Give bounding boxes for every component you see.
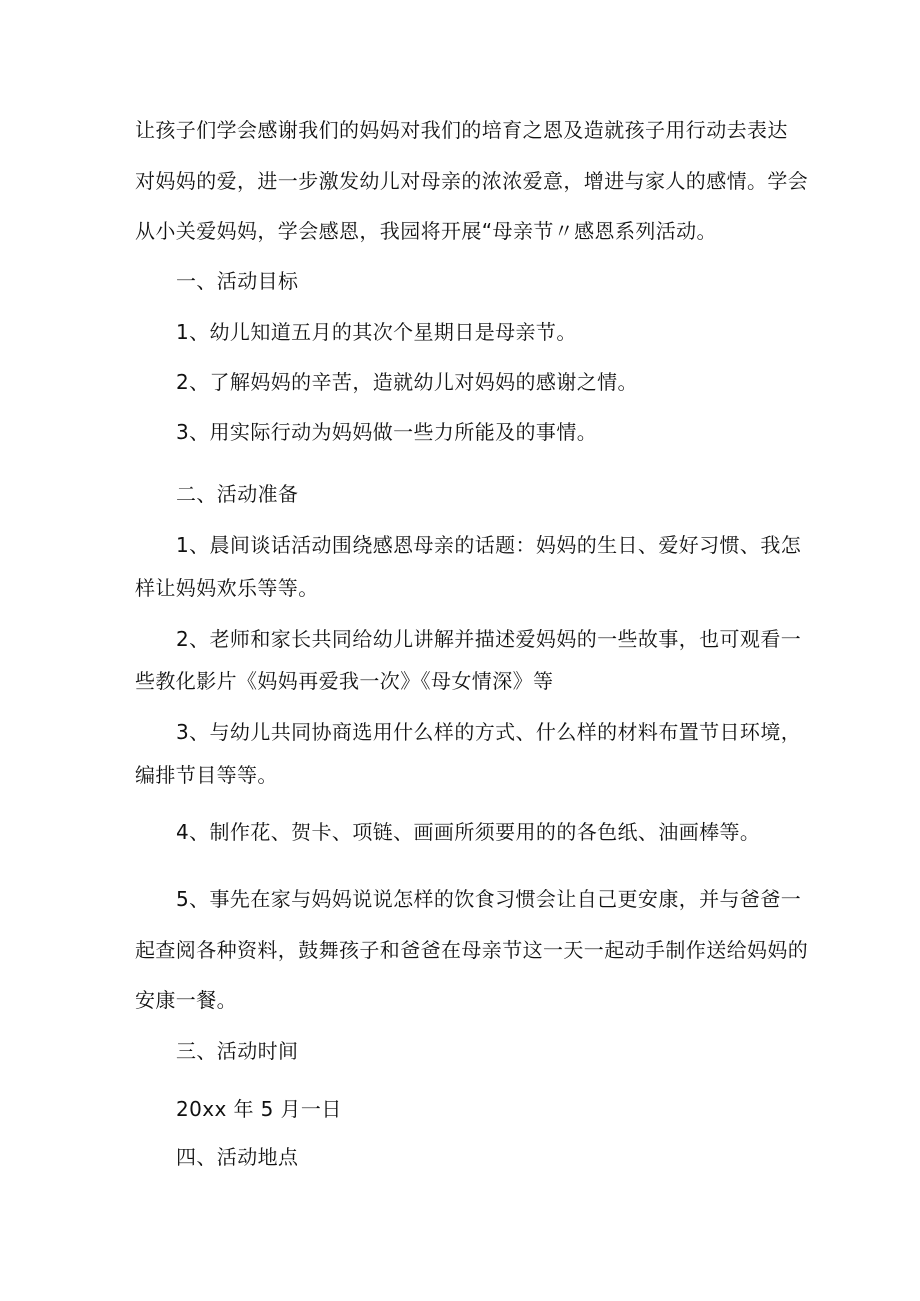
section2-item-2-line-2: 些教化影片《妈妈再爱我一次》《母女情深》等 xyxy=(135,669,554,693)
section2-item-5-line-1: 5、事先在家与妈妈说说怎样的饮食习惯会让自己更安康，并与爸爸一 xyxy=(176,887,802,911)
section2-item-3-line-1: 3、与幼儿共同协商选用什么样的方式、什么样的材料布置节日环境， xyxy=(176,720,802,744)
intro-line-2: 对妈妈的爱，进一步激发幼儿对母亲的浓浓爱意，增进与家人的感情。学会 xyxy=(135,169,809,193)
section2-item-1-line-2: 样让妈妈欢乐等等。 xyxy=(135,576,319,600)
section2-item-1-line-1: 1、晨间谈话活动围绕感恩母亲的话题：妈妈的生日、爱好习惯、我怎 xyxy=(176,533,802,557)
section2-item-5-line-2: 起查阅各种资料，鼓舞孩子和爸爸在母亲节这一天一起动手制作送给妈妈的 xyxy=(135,938,809,962)
intro-line-1: 让孩子们学会感谢我们的妈妈对我们的培育之恩及造就孩子用行动去表达 xyxy=(135,118,788,142)
section2-item-4: 4、制作花、贺卡、项链、画画所须要用的的各色纸、油画棒等。 xyxy=(176,820,761,844)
section4-heading: 四、活动地点 xyxy=(176,1145,299,1169)
intro-line-3: 从小关爱妈妈，学会感恩，我园将开展“母亲节〃感恩系列活动。 xyxy=(135,219,717,243)
section2-item-3-line-2: 编排节目等等。 xyxy=(135,763,278,787)
section2-heading: 二、活动准备 xyxy=(176,482,299,506)
section3-date: 20xx 年 5 月一日 xyxy=(176,1097,342,1121)
section1-item-3: 3、用实际行动为妈妈做一些力所能及的事情。 xyxy=(176,420,598,444)
section1-item-2: 2、了解妈妈的辛苦，造就幼儿对妈妈的感谢之情。 xyxy=(176,370,638,394)
section2-item-2-line-1: 2、老师和家长共同给幼儿讲解并描述爱妈妈的一些故事，也可观看一 xyxy=(176,627,802,651)
section3-heading: 三、活动时间 xyxy=(176,1039,299,1063)
section2-item-5-line-3: 安康一餐。 xyxy=(135,988,237,1012)
section1-item-1: 1、幼儿知道五月的其次个星期日是母亲节。 xyxy=(176,320,577,344)
section1-heading: 一、活动目标 xyxy=(176,269,299,293)
